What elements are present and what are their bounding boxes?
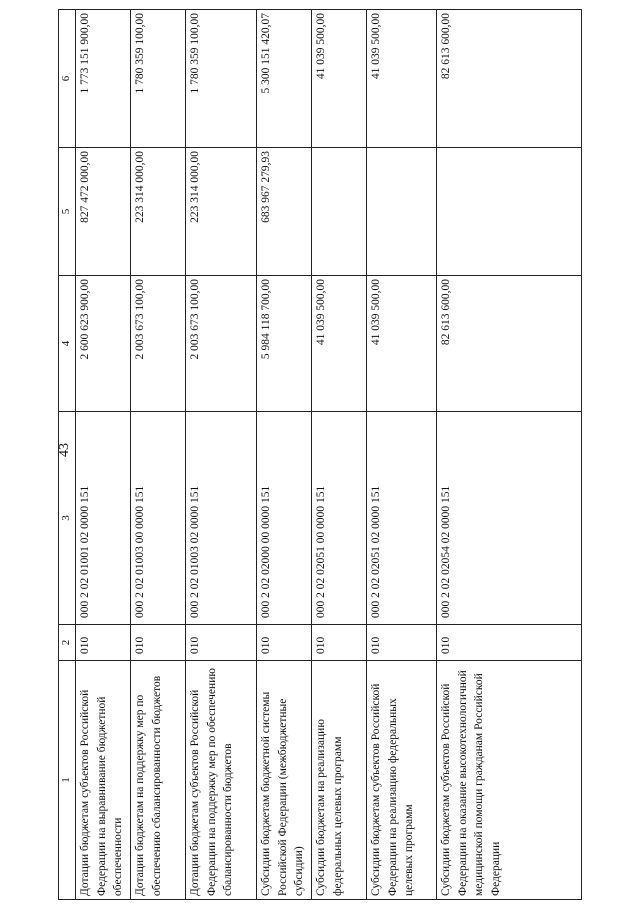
admin-code: 010: [366, 625, 436, 661]
row-name: Субсидии бюджетам бюджетной системы Российской Федерации (межбюджетные субсидии): [256, 661, 311, 900]
budget-table: [58, 9, 582, 900]
column-header: 3: [59, 412, 76, 625]
amount-col6: 41 039 500,00: [311, 10, 366, 148]
admin-code: 010: [75, 625, 130, 661]
amount-col4: 2 003 673 100,00: [185, 276, 256, 412]
amount-col6: 41 039 500,00: [366, 10, 436, 148]
row-name: Субсидии бюджетам на реализацию федеральных целевых программ: [311, 661, 366, 900]
table-row: [256, 10, 311, 900]
amount-col5: 223 314 000,00: [130, 148, 185, 276]
amount-col5: [366, 148, 436, 276]
admin-code: 010: [311, 625, 366, 661]
kbk-code: 000 2 02 02051 02 0000 151: [366, 412, 436, 625]
kbk-code: 000 2 02 01003 02 0000 151: [185, 412, 256, 625]
admin-code: 010: [256, 625, 311, 661]
admin-code: 010: [436, 625, 581, 661]
column-header: 1: [59, 661, 76, 900]
kbk-code: 000 2 02 01003 00 0000 151: [130, 412, 185, 625]
kbk-code: 000 2 02 02051 00 0000 151: [311, 412, 366, 625]
column-header: 6: [59, 10, 76, 148]
admin-code: 010: [130, 625, 185, 661]
row-name: Дотации бюджетам субъектов Российской Федерации на выравнивание бюджетной обеспеченности: [75, 661, 130, 900]
amount-col4: 5 984 118 700,00: [256, 276, 311, 412]
kbk-code: 000 2 02 01001 02 0000 151: [75, 412, 130, 625]
amount-col6: 1 780 359 100,00: [185, 10, 256, 148]
table-row: [185, 10, 256, 900]
row-name: Субсидии бюджетам субъектов Российской Федерации на оказание высокотехнологичной медицинской помощи гражданам Российской Федерации: [436, 661, 581, 900]
table-row: [366, 10, 436, 900]
amount-col4: 41 039 500,00: [366, 276, 436, 412]
table-row: [436, 10, 581, 900]
amount-col6: 1 780 359 100,00: [130, 10, 185, 148]
amount-col5: [436, 148, 581, 276]
page-number: 43: [57, 443, 72, 457]
column-header: 2: [59, 625, 76, 661]
amount-col4: 2 003 673 100,00: [130, 276, 185, 412]
amount-col4: 41 039 500,00: [311, 276, 366, 412]
amount-col5: [311, 148, 366, 276]
amount-col4: 82 613 600,00: [436, 276, 581, 412]
kbk-code: 000 2 02 02000 00 0000 151: [256, 412, 311, 625]
table-row: [311, 10, 366, 900]
amount-col5: 223 314 000,00: [185, 148, 256, 276]
column-header: 5: [59, 148, 76, 276]
table-row: [75, 10, 130, 900]
amount-col5: 683 967 279,93: [256, 148, 311, 276]
admin-code: 010: [185, 625, 256, 661]
budget-table-container: [58, 10, 578, 900]
column-header: 4: [59, 276, 76, 412]
row-name: Дотации бюджетам субъектов Российской Федерации на поддержку мер по обеспечению сбалансированности бюджетов: [185, 661, 256, 900]
amount-col4: 2 600 623 900,00: [75, 276, 130, 412]
amount-col6: 82 613 600,00: [436, 10, 581, 148]
table-row: [130, 10, 185, 900]
header-row: [59, 10, 76, 900]
row-name: Дотации бюджетам на поддержку мер по обеспечению сбалансированности бюджетов: [130, 661, 185, 900]
kbk-code: 000 2 02 02054 02 0000 151: [436, 412, 581, 625]
amount-col5: 827 472 000,00: [75, 148, 130, 276]
row-name: Субсидии бюджетам субъектов Российской Федерации на реализацию федеральных целевых программ: [366, 661, 436, 900]
amount-col6: 5 300 151 420,07: [256, 10, 311, 148]
amount-col6: 1 773 151 900,00: [75, 10, 130, 148]
